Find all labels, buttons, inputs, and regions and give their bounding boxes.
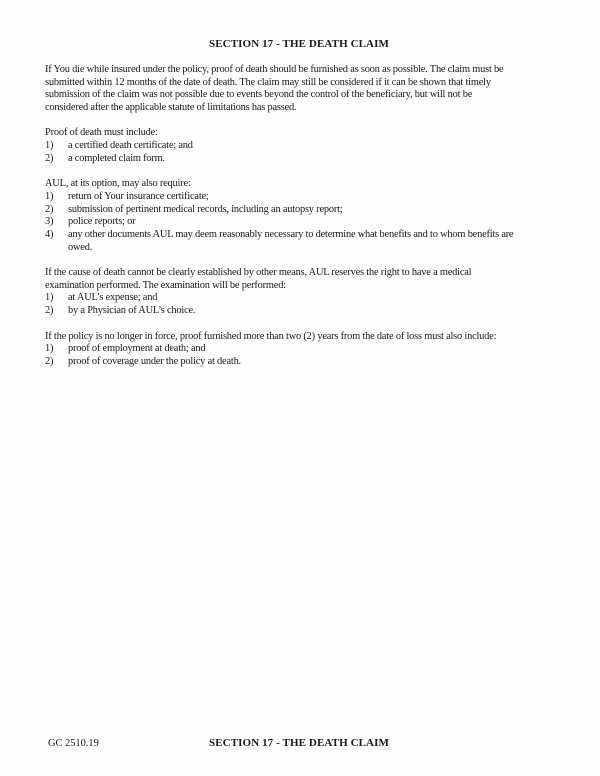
list-item-line: proof of coverage under the policy at death.: [68, 355, 241, 367]
text-line: submitted within 12 months of the date of death. The claim may still be considered if it can be shown that timely: [45, 76, 491, 88]
text-line: considered after the applicable statute of limitations has passed.: [45, 102, 297, 114]
list-item: [45, 305, 553, 318]
list-item-line: at AUL’s expense; and: [68, 292, 158, 304]
list-item: [45, 140, 553, 153]
list-item-number: 1): [45, 343, 54, 355]
list-item-line: by a Physician of AUL’s choice.: [68, 305, 196, 317]
text-line: examination performed. The examination will be performed:: [45, 279, 286, 291]
list-item-line: police reports; or: [68, 216, 136, 228]
list-item-line: submission of pertinent medical records, including an autopsy report;: [68, 203, 343, 215]
list-item-number: 4): [45, 229, 54, 241]
list-item-number: 2): [45, 355, 54, 367]
list-item-number: 1): [45, 140, 54, 152]
list-item-number: 2): [45, 305, 54, 317]
list-item-text: [68, 204, 553, 217]
list-item-text: [68, 229, 553, 254]
list-item-line: a certified death certificate; and: [68, 140, 193, 152]
list-item-number: 3): [45, 216, 54, 228]
list-item-text: [68, 191, 553, 204]
blank-line: [45, 318, 553, 331]
text-line: AUL, at its option, may also require:: [45, 178, 191, 190]
list-item: [45, 343, 553, 356]
list-item-text: [68, 292, 553, 305]
list-item-number: 2): [45, 203, 54, 215]
list-item: [45, 356, 553, 369]
list-item-text: [68, 140, 553, 153]
section-title: SECTION 17 - THE DEATH CLAIM: [209, 38, 389, 50]
document-body: [45, 64, 553, 369]
list-item-line: return of Your insurance certificate;: [68, 190, 209, 202]
list-item-text: [68, 356, 553, 369]
list-item: [45, 292, 553, 305]
blank-line: [45, 115, 553, 128]
list-item-line: proof of employment at death; and: [68, 343, 206, 355]
list-item-text: [68, 305, 553, 318]
list-item-text: [68, 153, 553, 166]
text-line: If the cause of death cannot be clearly established by other means, AUL reserves the right to have a medical: [45, 267, 472, 279]
text-line: Proof of death must include:: [45, 127, 158, 139]
list-item-text: [68, 343, 553, 356]
form-number: GC 2510.19: [48, 738, 99, 749]
list-item-text: [68, 216, 553, 229]
list-item: [45, 216, 553, 229]
list-item-line: owed.: [68, 241, 93, 253]
list-item-line: a completed claim form.: [68, 152, 165, 164]
text-line: If You die while insured under the policy, proof of death should be furnished as soon as possible. The claim must be: [45, 64, 504, 75]
list-item-number: 1): [45, 190, 54, 202]
list-item: [45, 191, 553, 204]
footer-section-title: SECTION 17 - THE DEATH CLAIM: [209, 737, 389, 749]
text-line: If the policy is no longer in force, proof furnished more than two (2) years from the date of loss must also include:: [45, 330, 497, 342]
list-item: [45, 229, 553, 254]
list-item-number: 2): [45, 152, 54, 164]
list-item: [45, 153, 553, 166]
document-footer: [45, 737, 553, 751]
blank-line: [45, 166, 553, 179]
blank-line: [45, 254, 553, 267]
list-item-number: 1): [45, 292, 54, 304]
list-item: [45, 204, 553, 217]
list-item-line: any other documents AUL may deem reasonably necessary to determine what benefits and to whom benefits are: [68, 229, 514, 241]
text-line: submission of the claim was not possible due to events beyond the control of the beneficiary, but will not be: [45, 89, 473, 101]
